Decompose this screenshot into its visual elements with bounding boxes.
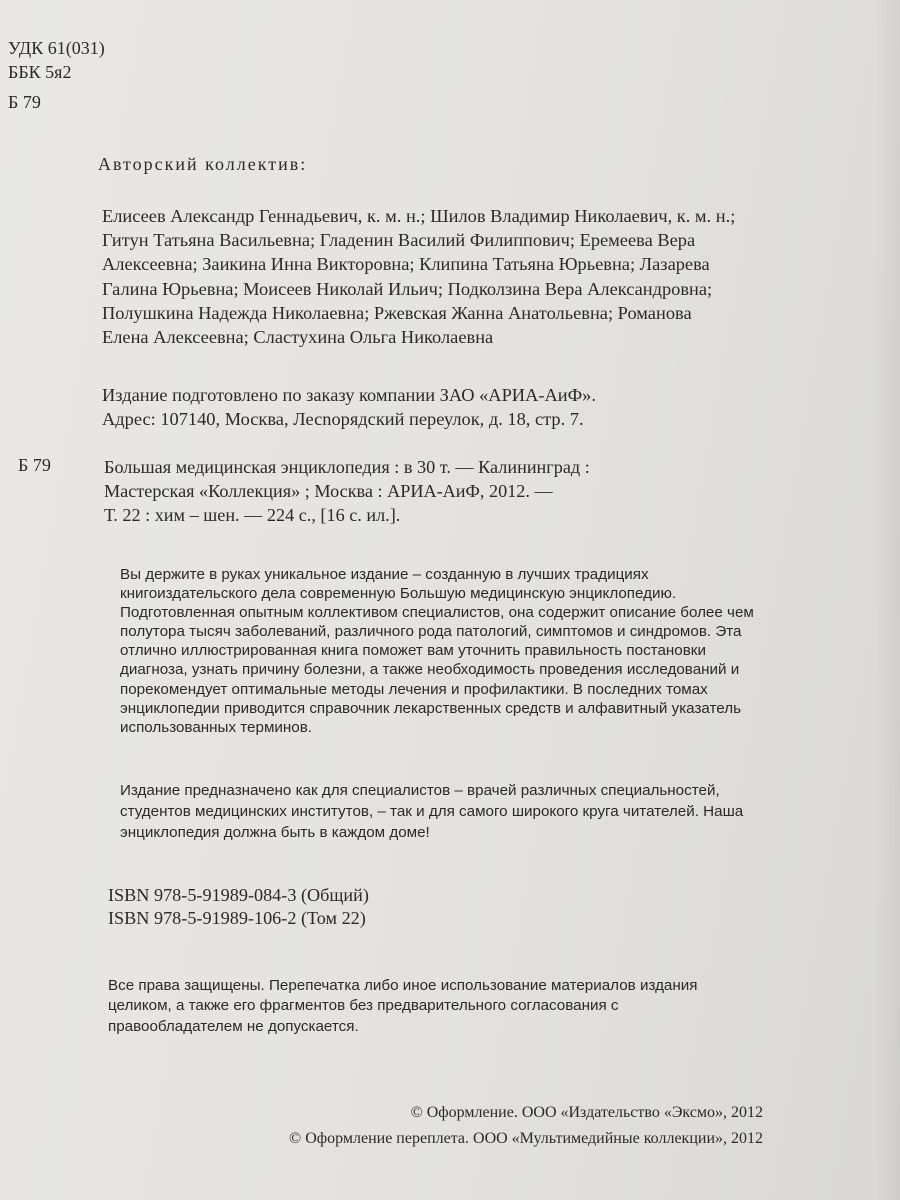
copyright-block	[289, 1100, 763, 1151]
next-page-edge	[874, 0, 900, 1200]
bbk-code: ББК 5я2	[8, 62, 72, 82]
bibliographic-line: Т. 22 : хим – шен. — 224 с., [16 с. ил.].	[104, 505, 401, 526]
authors-list: Елисеев Александр Геннадьевич, к. м. н.; Шилов Владимир Николаевич, к. м. н.; Гитун Татьяна Васильевна; Гладенин Василий Филиппович; Еремеева Вера Алексеевна; Заикина Инна Викторовна; Клипина Татьяна Юрьевна; Лазарева Галина Юрьевна; Моисеев Николай Ильич; Подколзина Вера Александровна; Полушкина Надежда Николаевна; Ржевская Жанна Анатольевна; Романова Елена Алексеевна; Сластухина Ольга Николаевна	[102, 206, 736, 348]
copyright-design: © Оформление. ООО «Издательство «Эксмо», 2012	[410, 1104, 763, 1121]
isbn-general: ISBN 978-5-91989-084-3 (Общий)	[108, 885, 369, 905]
rights-notice: Все права защищены. Перепечатка либо иное использование материалов издания целиком, а также его фрагментов без предварительного согласования с правообладателем не допускается.	[108, 977, 698, 1035]
audience-paragraph: Издание предназначено как для специалистов – врачей различных специальностей, студентов медицинских институтов, – так и для самого широкого круга читателей. Наша энциклопедия должна быть в каждом доме!	[120, 782, 744, 841]
classification-codes	[8, 36, 105, 84]
bibliographic-record	[104, 455, 724, 528]
isbn-volume: ISBN 978-5-91989-106-2 (Том 22)	[108, 908, 366, 928]
udk-code: УДК 61(031)	[8, 38, 105, 58]
publisher-address: Адрес: 107140, Москва, Лесnорядский переулок, д. 18, стр. 7.	[102, 409, 584, 430]
publisher-info	[102, 383, 742, 431]
annotation-paragraph: Вы держите в руках уникальное издание – созданную в лучших традициях книгоиздательского дела современную Большую медицинскую энциклопедию. Подготовленная опытным коллективом специалистов, она содержит описание более чем полутора тысяч заболеваний, различного рода патологий, симптомов и синдромов. Эта отлично иллюстрированная книга поможет вам уточнить правильность постановки диагноза, узнать причину болезни, а также необходимость проведения исследований и порекомендует оптимальные методы лечения и профилактики. В последних томах энциклопедии приводится справочник лекарственных средств и алфавитный указатель использованных терминов.	[120, 566, 754, 736]
bibliographic-line: Большая медицинская энциклопедия : в 30 т. — Калининград :	[104, 457, 590, 477]
bibliographic-author-mark: Б 79	[18, 455, 51, 475]
author-mark: Б 79	[8, 92, 41, 112]
copyright-binding: © Оформление переплета. ООО «Мультимедийные коллекции», 2012	[289, 1129, 763, 1147]
authors-heading: Авторский коллектив:	[98, 154, 308, 174]
bibliographic-line: Мастерская «Коллекция» ; Москва : АРИА-АиФ, 2012. —	[104, 481, 553, 502]
isbn-block	[108, 884, 369, 930]
publisher-note: Издание подготовлено по заказу компании ЗАО «АРИА-АиФ».	[102, 385, 596, 405]
